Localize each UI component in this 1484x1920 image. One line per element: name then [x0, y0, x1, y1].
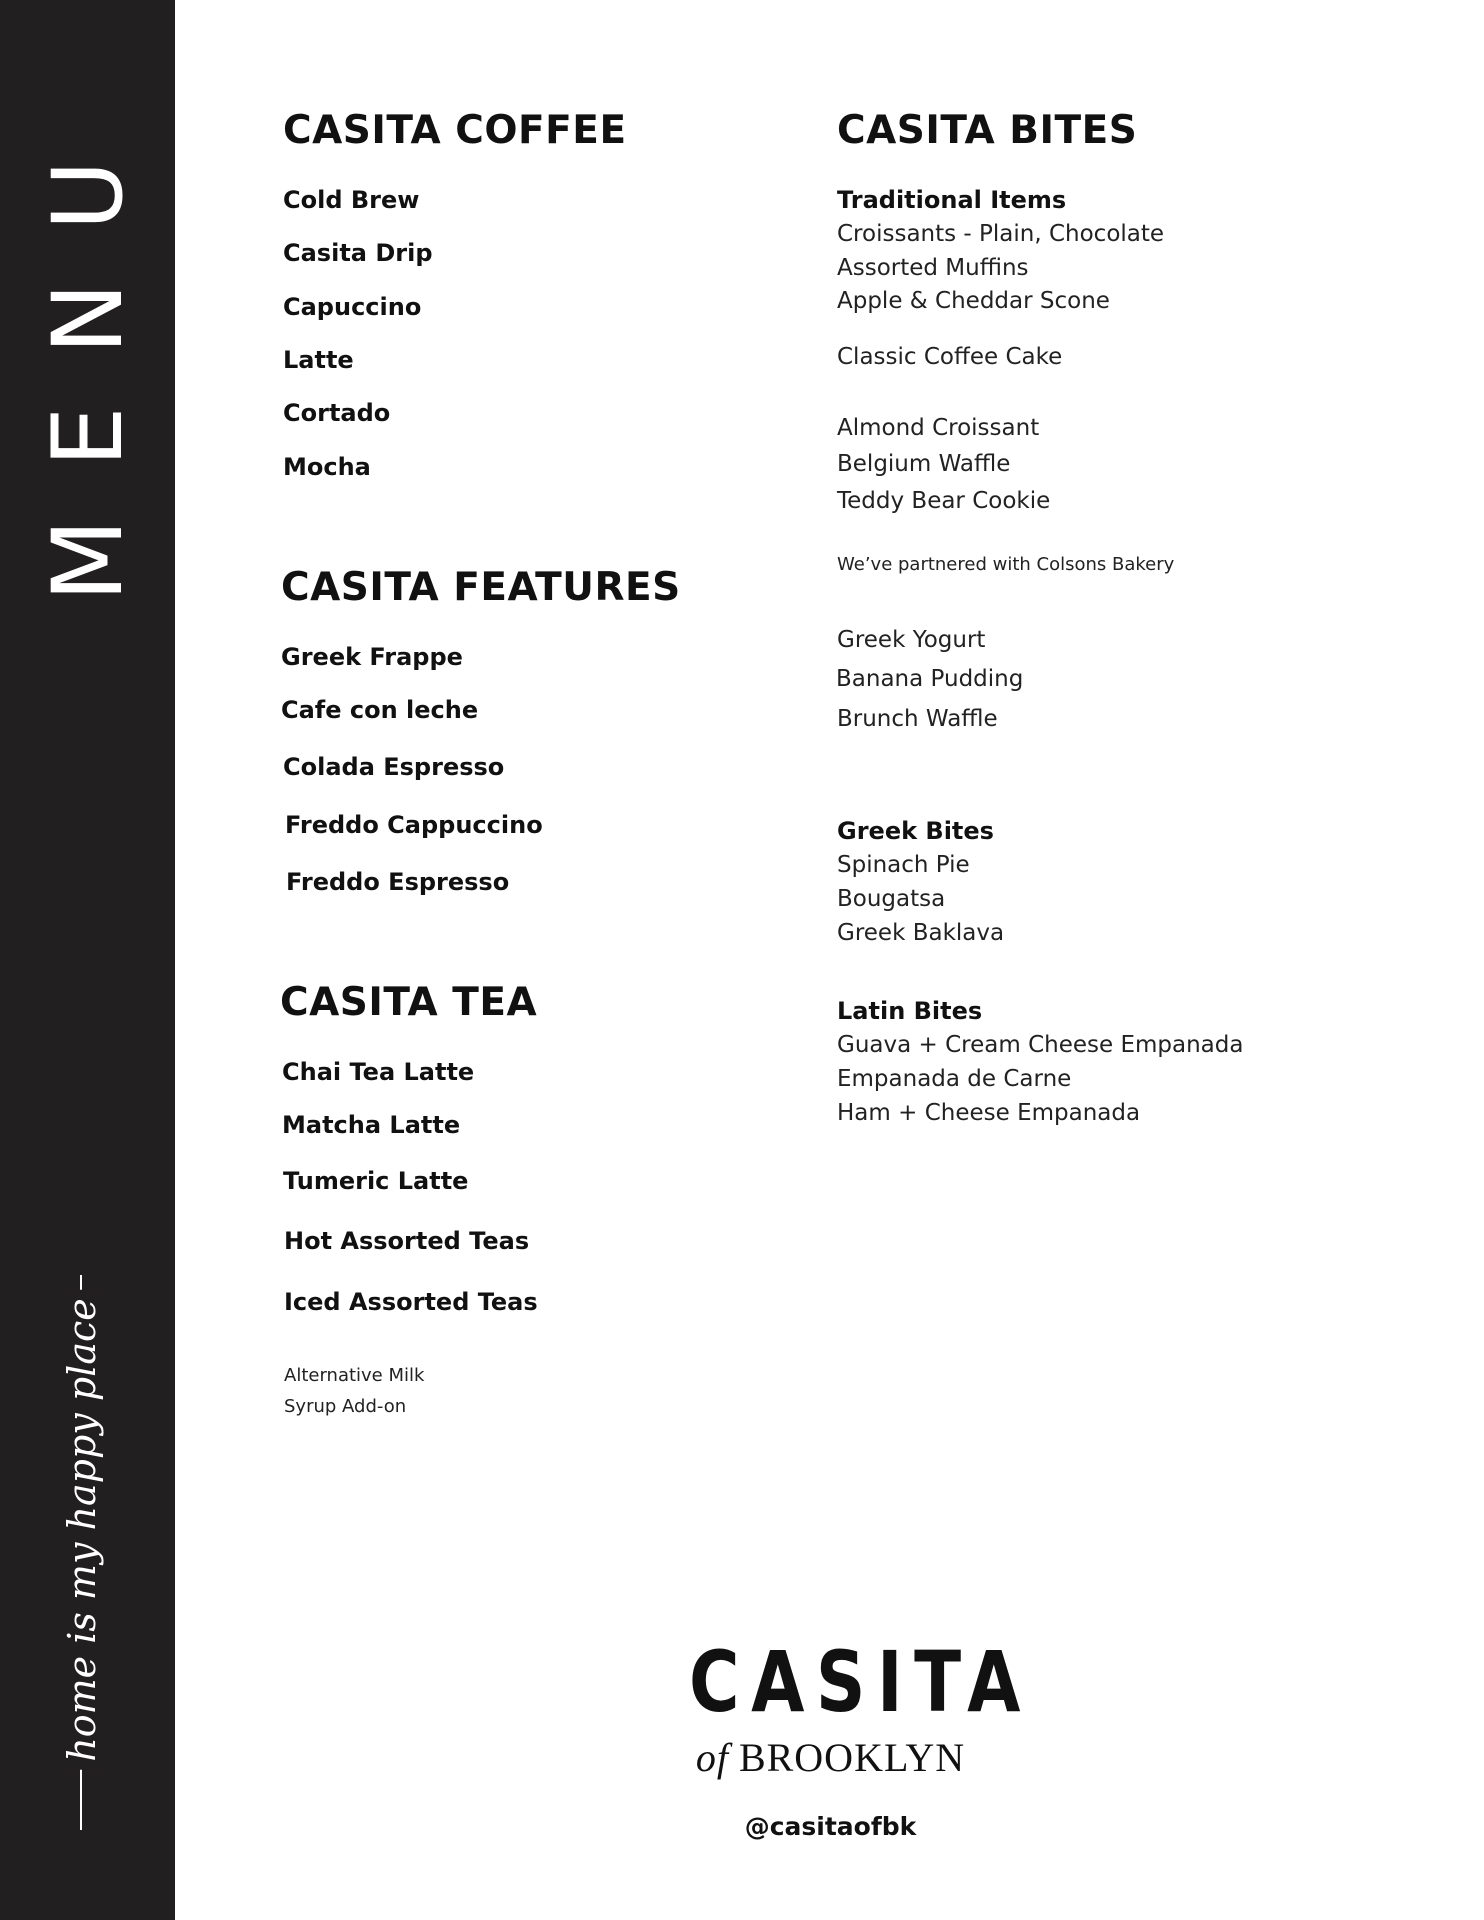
bites-item: Almond Croissant — [837, 415, 1040, 441]
bites-item: Empanada de Carne — [837, 1066, 1072, 1092]
bites-item: Assorted Muffins — [837, 255, 1029, 281]
menu-title: MENU — [32, 108, 144, 602]
coffee-heading: CASITA COFFEE — [283, 108, 627, 153]
bites-item: Bougatsa — [837, 886, 946, 912]
coffee-item: Latte — [283, 346, 354, 374]
section-tea — [280, 980, 800, 1420]
brand-logo — [658, 1633, 1032, 1781]
bites-item: Greek Yogurt — [837, 627, 986, 653]
tea-item: Tumeric Latte — [283, 1167, 469, 1195]
bites-item: Greek Baklava — [837, 920, 1005, 946]
section-bites — [837, 108, 1437, 1138]
brand-name: CASITA — [689, 1633, 1032, 1731]
bites-item: Classic Coffee Cake — [837, 344, 1063, 370]
bites-subheading: Traditional Items — [837, 186, 1067, 214]
coffee-item: Cortado — [283, 399, 391, 427]
features-item: Greek Frappe — [281, 643, 463, 671]
features-item: Freddo Cappuccino — [285, 811, 543, 839]
tea-item: Chai Tea Latte — [282, 1058, 475, 1086]
tea-item: Hot Assorted Teas — [284, 1227, 530, 1255]
bites-item: Spinach Pie — [837, 852, 970, 878]
bites-item: Brunch Waffle — [837, 706, 998, 732]
bites-item: Apple & Cheddar Scone — [837, 288, 1110, 314]
tea-extra: Alternative Milk — [284, 1365, 425, 1386]
bites-heading: CASITA BITES — [837, 108, 1138, 153]
sidebar — [0, 0, 175, 1920]
coffee-item: Capuccino — [283, 293, 422, 321]
bites-item: Banana Pudding — [836, 666, 1024, 692]
bites-subheading: Greek Bites — [837, 817, 994, 845]
coffee-item: Cold Brew — [283, 186, 420, 214]
features-item: Freddo Espresso — [286, 868, 510, 896]
bites-item: Croissants - Plain, Chocolate — [837, 221, 1165, 247]
features-heading: CASITA FEATURES — [281, 565, 681, 610]
bites-item: Guava + Cream Cheese Empanada — [837, 1032, 1244, 1058]
bites-subheading: Latin Bites — [837, 997, 983, 1025]
tea-item: Iced Assorted Teas — [284, 1288, 538, 1316]
section-coffee — [283, 108, 783, 488]
features-item: Cafe con leche — [281, 696, 479, 724]
tagline: home is my happy place — [60, 1290, 104, 1770]
bites-item: Belgium Waffle — [837, 451, 1011, 477]
features-item: Colada Espresso — [283, 753, 505, 781]
brand-location-line — [658, 1734, 1003, 1781]
tea-extra: Syrup Add-on — [284, 1396, 407, 1417]
partner-note: We’ve partnered with Colsons Bakery — [837, 554, 1175, 575]
social-handle: @casitaofbk — [744, 1812, 917, 1841]
tea-heading: CASITA TEA — [280, 980, 538, 1025]
section-features — [281, 565, 801, 905]
coffee-item: Casita Drip — [283, 239, 433, 267]
coffee-item: Mocha — [283, 453, 371, 481]
tea-item: Matcha Latte — [282, 1111, 461, 1139]
bites-item: Ham + Cheese Empanada — [837, 1100, 1141, 1126]
bites-item: Teddy Bear Cookie — [837, 488, 1051, 514]
brand-location: BROOKLYN — [738, 1735, 966, 1780]
brand-of: of — [695, 1735, 729, 1780]
